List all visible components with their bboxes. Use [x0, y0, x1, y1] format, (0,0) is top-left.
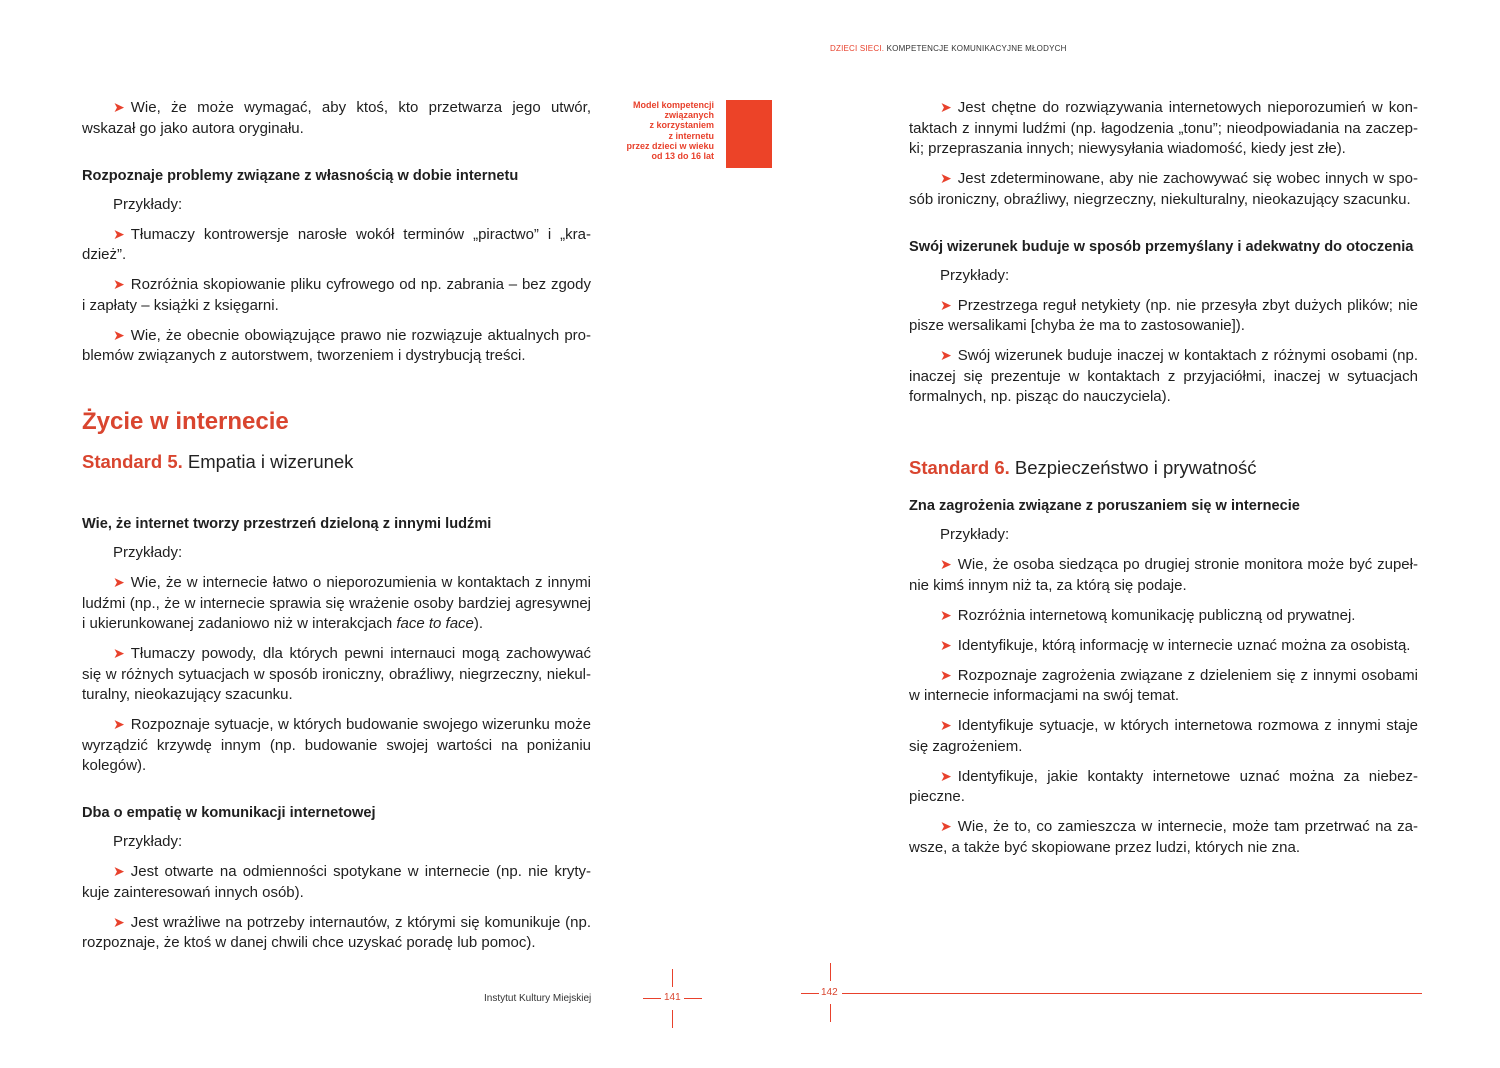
standard-heading [82, 450, 591, 474]
list-item: ➤ Wie, że obecnie obowiązujące prawo nie rozwiązuje aktualnych problemów związanych z autorstwem, tworzeniem i dystrybucją treści. [82, 326, 591, 364]
list-item: ➤ Wie, że może wymagać, aby ktoś, kto przetwarza jego utwór, wskazał go jako autora oryginału. [82, 99, 591, 137]
standard-number: Standard 6. [909, 457, 1010, 478]
list-item: ➤ Identyfikuje sytuacje, w których internetowa rozmowa z innymi staje się zagrożeniem. [909, 717, 1418, 755]
arrow-bullet-icon: ➤ [113, 99, 125, 115]
list-item: ➤ Wie, że osoba siedząca po drugiej stronie monitora może być zupełnie kimś innym niż ta, za którą się podaje. [909, 556, 1418, 594]
side-label-line: z korzystaniem [649, 120, 714, 131]
footer-rule [672, 1010, 673, 1028]
footer-publisher: Instytut Kultury Miejskiej [484, 993, 592, 1004]
list-item: ➤ Jest otwarte na odmienności spotykane w internecie (np. nie krytykuje zainteresowań innych osób). [82, 863, 591, 901]
list-item: ➤ Identyfikuje, jakie kontakty internetowe uznać można za niebezpieczne. [909, 767, 1418, 805]
side-label-line: przez dzieci w wieku [626, 140, 714, 151]
arrow-bullet-icon: ➤ [940, 296, 952, 313]
standard-name: Bezpieczeństwo i prywatność [1014, 457, 1257, 478]
footer-rule [684, 998, 702, 999]
list-item: ➤ Rozróżnia internetową komunikację publiczną od prywatnej. [940, 606, 1356, 624]
standard-number: Standard 5. [82, 451, 183, 472]
arrow-bullet-icon: ➤ [113, 276, 125, 292]
arrow-bullet-icon: ➤ [113, 913, 125, 930]
arrow-bullet-icon: ➤ [113, 574, 125, 590]
list-item: ➤ Jest wrażliwe na potrzeby internautów, z którymi się komunikuje (np. rozpoznaje, że ktoś w danej chwili chce uzyskać poradę lub pomoc). [82, 913, 591, 951]
arrow-bullet-icon: ➤ [940, 606, 952, 623]
side-label-line: związanych [664, 110, 714, 121]
group-heading: Wie, że internet tworzy przestrzeń dzieloną z innymi ludźmi [82, 516, 492, 532]
side-label-line: Model kompetencji [632, 100, 714, 110]
arrow-bullet-icon: ➤ [940, 347, 952, 363]
arrow-bullet-icon: ➤ [940, 556, 952, 572]
list-item: ➤ Rozpoznaje sytuacje, w których budowanie swojego wizerunku może wyrządzić krzywdę innym (np. budowanie swojej wartości na poniżaniu kolegów). [82, 716, 591, 774]
group-heading: Rozpoznaje problemy związane z własnością w dobie internetu [82, 167, 519, 184]
footer-rule [842, 993, 1422, 994]
group-heading: Dba o empatię w komunikacji internetowej [82, 805, 376, 821]
arrow-bullet-icon: ➤ [113, 863, 125, 879]
arrow-bullet-icon: ➤ [113, 225, 125, 242]
list-item: ➤ Rozpoznaje zagrożenia związane z dzieleniem się z innymi osobami w internecie informacjami na swój temat. [909, 666, 1418, 704]
running-header-title: DZIECI SIECI. [830, 44, 885, 53]
side-label-line: od 13 do 16 lat [651, 151, 714, 162]
list-item: ➤ Swój wizerunek buduje inaczej w kontaktach z różnymi osobami (np. inaczej się prezentuje w kontaktach z przyjaciółmi, inaczej w sytuacjach formalnych, np. pisząc do nauczyciela). [909, 347, 1418, 405]
list-item: ➤ Tłumaczy kontrowersje narosłe wokół terminów „piractwo” i „kradzież”. [82, 225, 591, 263]
list-item: ➤ Identyfikuje, którą informację w internecie uznać można za osobistą. [940, 636, 1411, 654]
right-page-column [909, 97, 1418, 867]
footer-rule [643, 998, 661, 999]
side-label-line: z internetu [668, 130, 714, 141]
arrow-bullet-icon: ➤ [113, 645, 125, 661]
running-header [830, 44, 1067, 53]
footer-rule [830, 963, 831, 981]
group-heading: Swój wizerunek buduje w sposób przemyślany i adekwatny do otoczenia [909, 238, 1414, 255]
examples-label: Przykłady: [940, 266, 1010, 284]
list-item: ➤ Jest zdeterminowane, aby nie zachowywać się wobec innych w sposób ironiczny, obraźliwy, niegrzeczny, niekulturalny, nieokazujący szacunku. [909, 170, 1418, 208]
examples-label: Przykłady: [113, 195, 183, 213]
arrow-bullet-icon: ➤ [113, 326, 125, 343]
arrow-bullet-icon: ➤ [113, 716, 125, 732]
side-label [600, 100, 714, 161]
arrow-bullet-icon: ➤ [940, 767, 952, 784]
examples-label: Przykłady: [940, 526, 1010, 543]
footer-rule [801, 993, 819, 994]
arrow-bullet-icon: ➤ [940, 818, 952, 834]
footer-rule [672, 969, 673, 987]
running-header-subtitle: KOMPETENCJE KOMUNIKACYJNE MŁODYCH [886, 44, 1067, 53]
list-item: ➤ Przestrzega reguł netykiety (np. nie przesyła zbyt dużych plików; nie pisze wersalikami [chyba że ma to zastosowanie]). [909, 296, 1418, 334]
standard-name: Empatia i wizerunek [187, 451, 354, 472]
page-number-right: 142 [821, 987, 838, 998]
side-color-block [726, 100, 772, 168]
standard-heading [909, 456, 1418, 480]
arrow-bullet-icon: ➤ [940, 170, 952, 186]
arrow-bullet-icon: ➤ [940, 636, 952, 653]
arrow-bullet-icon: ➤ [940, 99, 952, 115]
examples-label: Przykłady: [113, 544, 183, 561]
list-item: ➤ Wie, że to, co zamieszcza w internecie, może tam przetrwać na zawsze, a także być skopiowane przez ludzi, których nie zna. [909, 818, 1418, 856]
list-item: ➤ Wie, że w internecie łatwo o nieporozumienia w kontaktach z innymi ludźmi (np., że w internecie sprawia się wrażenie osoby bardziej agresywnej i ukierunkowanej zadaniowo niż w interakcjach face to face). [82, 574, 591, 632]
section-title: Życie w internecie [82, 408, 289, 435]
arrow-bullet-icon: ➤ [940, 717, 952, 733]
list-item: ➤ Rozróżnia skopiowanie pliku cyfrowego od np. zabrania – bez zgody i zapłaty – książki z księgarni. [82, 276, 591, 314]
list-item: ➤ Jest chętne do rozwiązywania internetowych nieporozumień w kontaktach z innymi ludźmi (np. łagodzenia „tonu”; nieodpowiadania na zaczepki; przepraszania innych; niewysyłania wiadomość, kiedy jest złe). [909, 99, 1418, 157]
footer-rule [830, 1004, 831, 1022]
list-item: ➤ Tłumaczy powody, dla których pewni internauci mogą zachowywać się w różnych sytuacjach w sposób ironiczny, obraźliwy, niegrzeczny, niekulturalny, nieokazujący szacunku. [82, 645, 591, 703]
examples-label: Przykłady: [113, 833, 183, 850]
page-number-left: 141 [664, 992, 681, 1003]
arrow-bullet-icon: ➤ [940, 666, 952, 683]
left-page-column [82, 97, 591, 962]
group-heading: Zna zagrożenia związane z poruszaniem się w internecie [909, 498, 1300, 514]
